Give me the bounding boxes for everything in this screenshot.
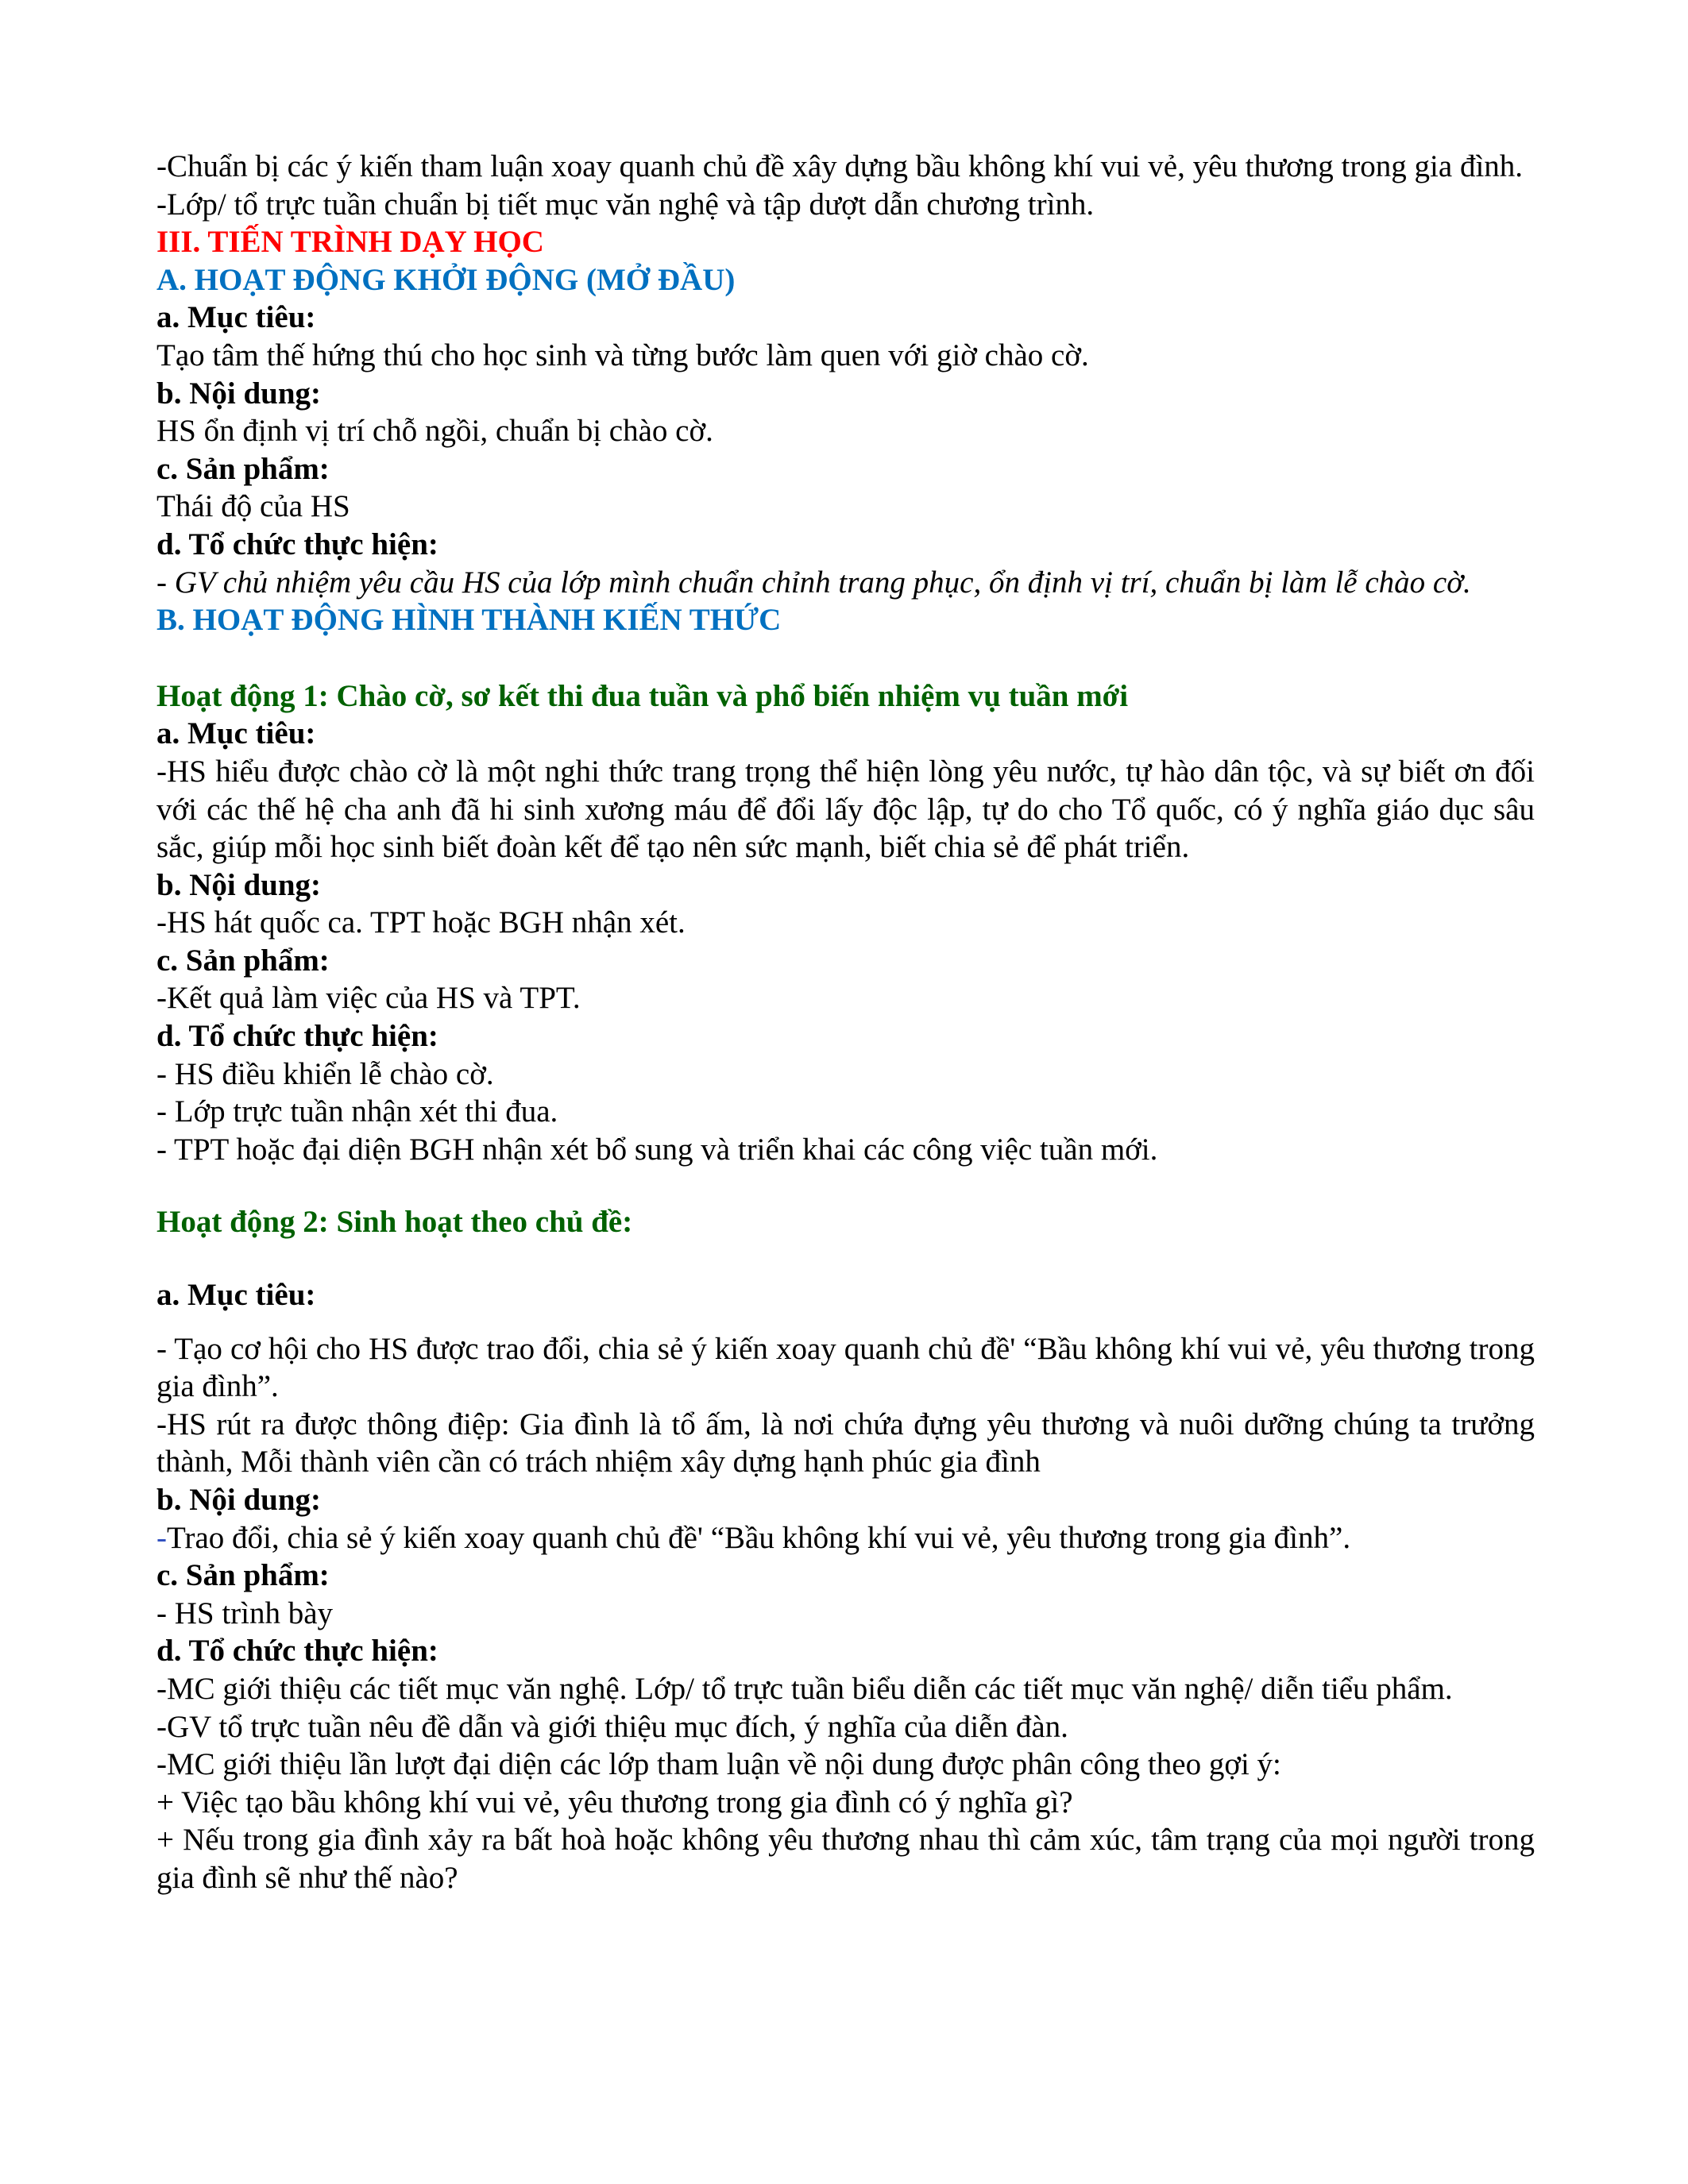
activity-1-content-text: -HS hát quốc ca. TPT hoặc BGH nhận xét.	[156, 905, 686, 940]
activity-1-product-text: -Kết quả làm việc của HS và TPT.	[156, 981, 581, 1016]
part-b-title: B. HOẠT ĐỘNG HÌNH THÀNH KIẾN THỨC	[156, 603, 782, 638]
section-3-title: III. TIẾN TRÌNH DẠY HỌC	[156, 225, 544, 260]
activity-2-content-dash: -	[156, 1520, 167, 1555]
activity-2-content-label: b. Nội dung:	[156, 1483, 321, 1517]
activity-2-organize-item: -MC giới thiệu các tiết mục văn nghệ. Lớp/ tổ trực tuần biểu diễn các tiết mục văn nghệ/ diễn tiểu phẩm.	[156, 1671, 1453, 1706]
activity-2-organize-item: -MC giới thiệu lần lượt đại diện các lớp tham luận về nội dung được phân công theo gợi ý:	[156, 1747, 1281, 1782]
activity-2-title: Hoạt động 2: Sinh hoạt theo chủ đề:	[156, 1205, 633, 1240]
document-page	[156, 148, 1535, 1897]
activity-2-organize-label: d. Tổ chức thực hiện:	[156, 1634, 438, 1669]
activity-2-objective-label: a. Mục tiêu:	[156, 1278, 316, 1313]
activity-1-product-label: c. Sản phẩm:	[156, 943, 330, 978]
activity-1-objective-text: -HS hiểu được chào cờ là một nghi thức trang trọng thể hiện lòng yêu nước, tự hào dân tộc, và sự biết ơn đối với các thế hệ cha anh đã hi sinh xương máu để đổi lấy độc lập, tự do cho Tổ quốc, có ý nghĩa giáo dục sâu sắc, giúp mỗi học sinh biết đoàn kết để tạo nên sức mạnh, biết chia sẻ để phát triển.	[156, 754, 1535, 865]
activity-1-content-label: b. Nội dung:	[156, 867, 321, 902]
activity-2-organize-item: + Việc tạo bầu không khí vui vẻ, yêu thương trong gia đình có ý nghĩa gì?	[156, 1785, 1073, 1819]
part-a-content-text: HS ổn định vị trí chỗ ngồi, chuẩn bị chào cờ.	[156, 414, 713, 449]
intro-line-1: -Chuẩn bị các ý kiến tham luận xoay quanh chủ đề xây dựng bầu không khí vui vẻ, yêu thương trong gia đình.	[156, 149, 1524, 183]
part-a-organize-text: - GV chủ nhiệm yêu cầu HS của lớp mình chuẩn chỉnh trang phục, ổn định vị trí, chuẩn bị làm lễ chào cờ.	[156, 565, 1471, 600]
activity-2-objective-text-2: -HS rút ra được thông điệp: Gia đình là tổ ấm, là nơi chứa đựng yêu thương và nuôi dưỡng chúng ta trưởng thành, Mỗi thành viên cần có trách nhiệm xây dựng hạnh phúc gia đình	[156, 1406, 1535, 1480]
activity-2-organize-item: -GV tổ trực tuần nêu đề dẫn và giới thiệu mục đích, ý nghĩa của diễn đàn.	[156, 1709, 1068, 1744]
intro-line-2: -Lớp/ tổ trực tuần chuẩn bị tiết mục văn nghệ và tập dượt dẫn chương trình.	[156, 187, 1095, 222]
part-a-product-text: Thái độ của HS	[156, 489, 350, 524]
activity-1-organize-item: - HS điều khiển lễ chào cờ.	[156, 1056, 494, 1091]
activity-1-organize-label: d. Tổ chức thực hiện:	[156, 1019, 438, 1054]
activity-2-organize-item: + Nếu trong gia đình xảy ra bất hoà hoặc không yêu thương nhau thì cảm xúc, tâm trạng của mọi người trong gia đình sẽ như thế nào?	[156, 1823, 1535, 1895]
part-a-objective-label: a. Mục tiêu:	[156, 300, 316, 335]
activity-2-product-label: c. Sản phẩm:	[156, 1558, 330, 1593]
part-a-content-label: b. Nội dung:	[156, 376, 321, 411]
part-a-product-label: c. Sản phẩm:	[156, 451, 330, 486]
part-a-objective-text: Tạo tâm thế hứng thú cho học sinh và từng bước làm quen với giờ chào cờ.	[156, 338, 1089, 372]
activity-2-product-text: - HS trình bày	[156, 1596, 334, 1630]
activity-2-objective-text-1: - Tạo cơ hội cho HS được trao đổi, chia sẻ ý kiến xoay quanh chủ đề' “Bầu không khí vui vẻ, yêu thương trong gia đình”.	[156, 1331, 1535, 1404]
part-a-title: A. HOẠT ĐỘNG KHỞI ĐỘNG (MỞ ĐẦU)	[156, 262, 736, 297]
activity-1-objective-label: a. Mục tiêu:	[156, 716, 316, 751]
activity-1-organize-item: - Lớp trực tuần nhận xét thi đua.	[156, 1094, 558, 1129]
activity-2-content-body: Trao đổi, chia sẻ ý kiến xoay quanh chủ đề' “Bầu không khí vui vẻ, yêu thương trong gia đình”.	[167, 1520, 1351, 1555]
activity-2-content-text	[156, 1519, 1535, 1557]
activity-1-title: Hoạt động 1: Chào cờ, sơ kết thi đua tuần và phổ biến nhiệm vụ tuần mới	[156, 678, 1129, 713]
activity-1-organize-item: - TPT hoặc đại diện BGH nhận xét bổ sung và triển khai các công việc tuần mới.	[156, 1132, 1158, 1167]
part-a-organize-label: d. Tổ chức thực hiện:	[156, 527, 438, 561]
